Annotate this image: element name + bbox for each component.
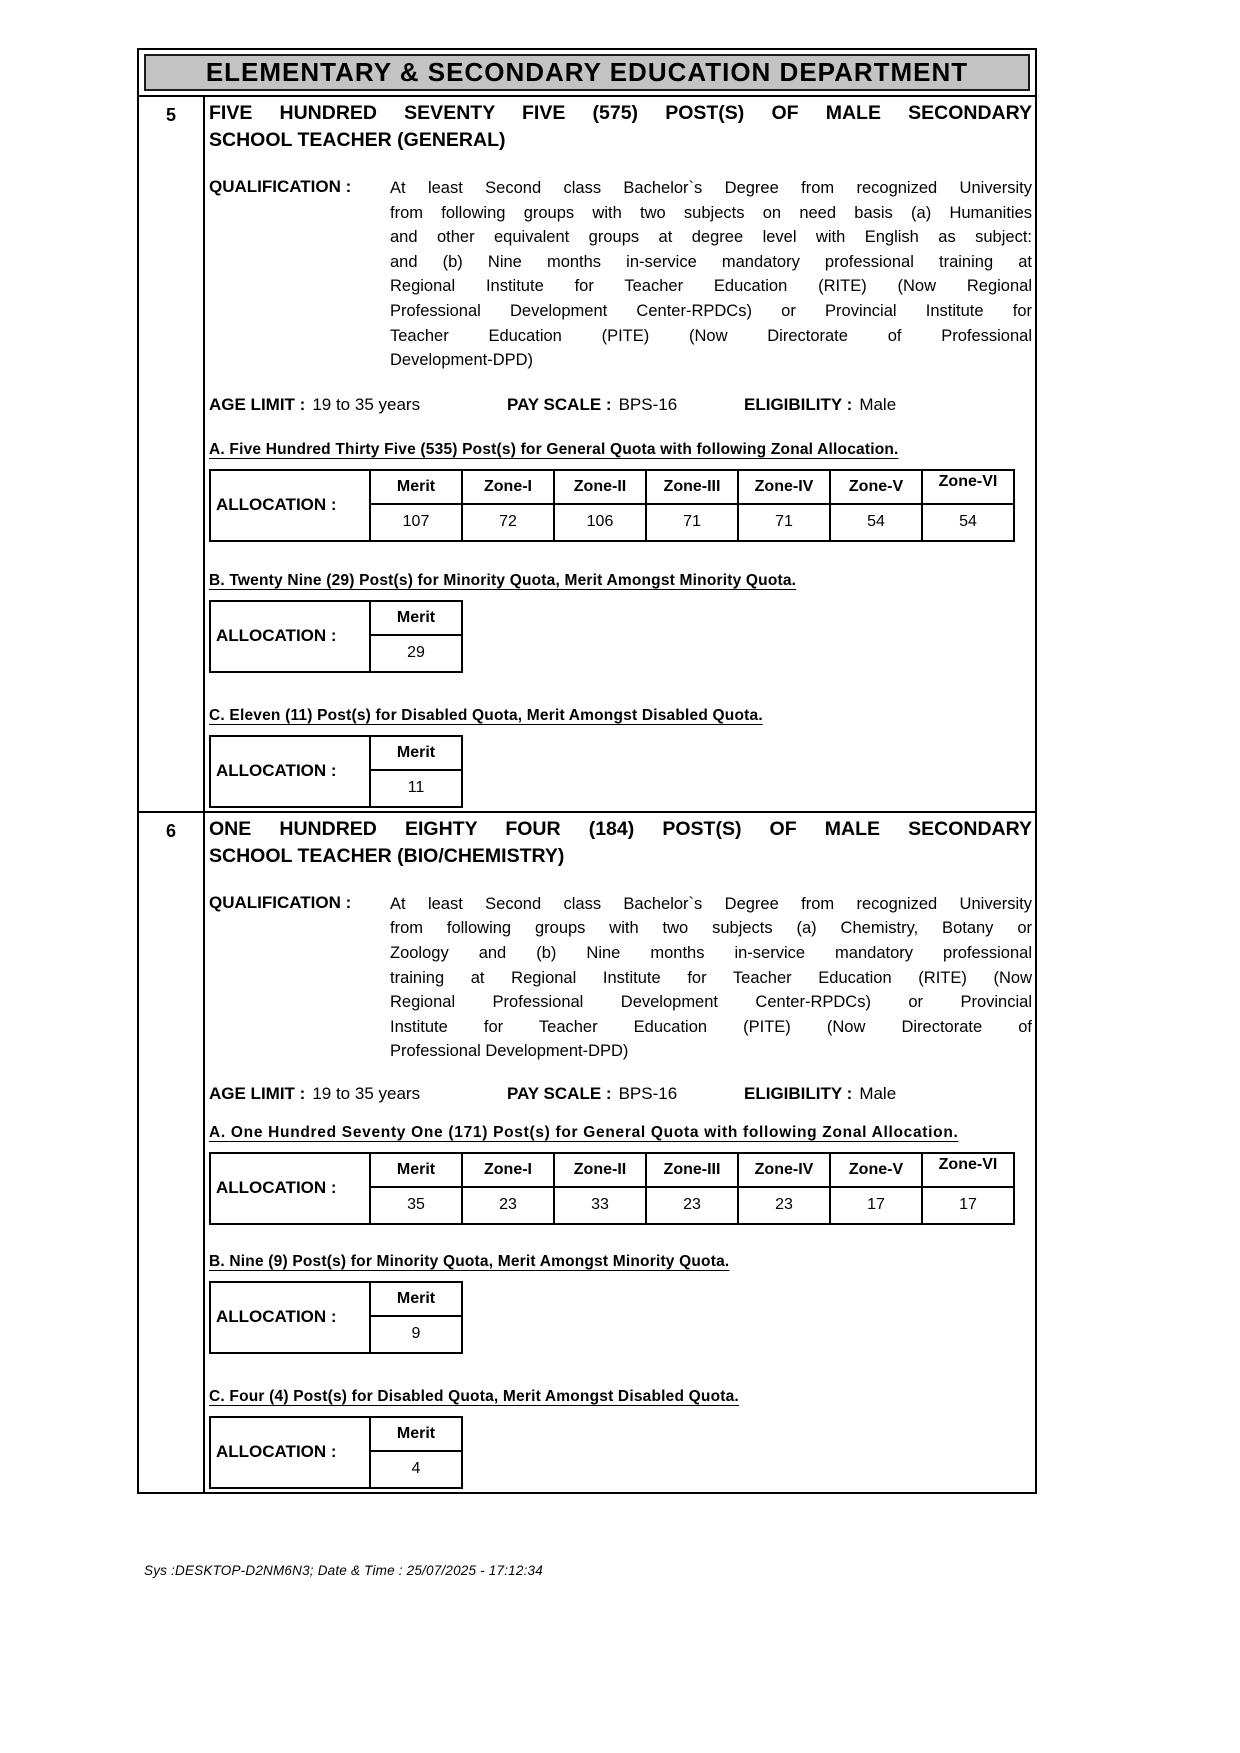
allocation-label: ALLOCATION : xyxy=(210,1153,370,1224)
column-header-merit: Merit xyxy=(370,736,462,770)
eligibility-label: ELIGIBILITY : xyxy=(744,1083,853,1103)
allocation-label: ALLOCATION : xyxy=(210,1282,370,1353)
department-title: ELEMENTARY & SECONDARY EDUCATION DEPARTMENT xyxy=(144,54,1030,91)
allocation-value-zone5: 17 xyxy=(830,1187,922,1224)
meta-line xyxy=(209,1084,1032,1104)
allocation-value-zone2: 106 xyxy=(554,504,646,541)
allocation-value-zone6: 54 xyxy=(922,504,1014,541)
eligibility-label: ELIGIBILITY : xyxy=(744,394,853,414)
column-header-merit: Merit xyxy=(370,601,462,635)
column-header-merit: Merit xyxy=(370,1417,462,1451)
qualification-row xyxy=(209,892,1032,1064)
eligibility-value: Male xyxy=(859,394,897,414)
allocation-value-merit: 9 xyxy=(370,1316,462,1353)
allocation-value-merit: 29 xyxy=(370,635,462,672)
text-line: training at Regional Institute for Teacher Education (RITE) (Now xyxy=(390,968,1032,987)
allocation-label: ALLOCATION : xyxy=(210,736,370,807)
qualification-row xyxy=(209,176,1032,373)
column-header-zone5: Zone-V xyxy=(830,470,922,504)
column-header-zone6-text: Zone-VI xyxy=(938,1155,998,1173)
text-line: FIVE HUNDRED SEVENTY FIVE (575) POST(S) OF MALE SECONDARY xyxy=(209,102,1032,124)
post-title xyxy=(209,100,1032,154)
text-line: At least Second class Bachelor`s Degree from recognized University xyxy=(390,894,1032,913)
text-line: from following groups with two subjects (a) Chemistry, Botany or xyxy=(390,919,1032,938)
meta-line xyxy=(209,395,1032,415)
table-header-row xyxy=(210,736,462,770)
qualification-text xyxy=(390,892,1032,1064)
section-number: 6 xyxy=(139,813,205,1492)
allocation-value-zone3: 23 xyxy=(646,1187,738,1224)
text-line: from following groups with two subjects on need basis (a) Humanities xyxy=(390,203,1032,222)
column-header-zone2: Zone-II xyxy=(554,470,646,504)
allocation-value-zone3: 71 xyxy=(646,504,738,541)
allocation-table-general xyxy=(209,1152,1015,1225)
allocation-value-merit: 35 xyxy=(370,1187,462,1224)
text-line: At least Second class Bachelor`s Degree from recognized University xyxy=(390,179,1032,197)
age-limit xyxy=(209,1084,507,1104)
allocation-value-merit: 107 xyxy=(370,504,462,541)
allocation-value-zone4: 71 xyxy=(738,504,830,541)
pay-scale-value: BPS-16 xyxy=(618,1083,678,1103)
allocation-label: ALLOCATION : xyxy=(210,1417,370,1488)
column-header-zone5: Zone-V xyxy=(830,1153,922,1187)
eligibility-value: Male xyxy=(859,1083,897,1103)
qualification-text xyxy=(390,176,1032,373)
column-header-zone6 xyxy=(922,470,1014,504)
text-line: ONE HUNDRED EIGHTY FOUR (184) POST(S) OF MALE SECONDARY xyxy=(209,817,1032,840)
text-line: Professional Development-DPD) xyxy=(390,1042,629,1061)
age-limit-label: AGE LIMIT : xyxy=(209,1083,306,1103)
allocation-value-zone2: 33 xyxy=(554,1187,646,1224)
quota-a-heading: A. One Hundred Seventy One (171) Post(s) for General Quota with following Zonal Allocation. xyxy=(209,1123,959,1141)
age-limit-label: AGE LIMIT : xyxy=(209,394,306,414)
column-header-merit: Merit xyxy=(370,470,462,504)
allocation-table-disabled xyxy=(209,1416,463,1489)
column-header-merit: Merit xyxy=(370,1282,462,1316)
column-header-zone3: Zone-III xyxy=(646,1153,738,1187)
pay-scale xyxy=(507,395,744,415)
text-line: Teacher Education (PITE) (Now Directorate of Professional xyxy=(390,326,1032,345)
table-header-row xyxy=(210,1153,1014,1187)
allocation-value-zone1: 72 xyxy=(462,504,554,541)
text-line: Regional Professional Development Center-RPDCs) or Provincial xyxy=(390,993,1032,1012)
column-header-zone3: Zone-III xyxy=(646,470,738,504)
text-line: Regional Institute for Teacher Education (RITE) (Now Regional xyxy=(390,277,1032,296)
column-header-zone1: Zone-I xyxy=(462,470,554,504)
table-header-row xyxy=(210,470,1014,504)
system-footer: Sys :DESKTOP-D2NM6N3; Date & Time : 25/07/2025 - 17:12:34 xyxy=(144,1563,543,1578)
text-line: Institute for Teacher Education (PITE) (Now Directorate of xyxy=(390,1017,1032,1036)
quota-a-heading: A. Five Hundred Thirty Five (535) Post(s) for General Quota with following Zonal Allocation. xyxy=(209,440,899,458)
pay-scale-label: PAY SCALE : xyxy=(507,394,612,414)
eligibility xyxy=(744,1084,896,1104)
text-line: and (b) Nine months in-service mandatory professional training at xyxy=(390,252,1032,271)
pay-scale-label: PAY SCALE : xyxy=(507,1083,612,1103)
department-header-row xyxy=(139,50,1035,97)
table-header-row xyxy=(210,601,462,635)
quota-b-heading: B. Twenty Nine (29) Post(s) for Minority Quota, Merit Amongst Minority Quota. xyxy=(209,571,797,589)
column-header-zone2: Zone-II xyxy=(554,1153,646,1187)
text-line: Development-DPD) xyxy=(390,351,534,370)
allocation-value-zone6: 17 xyxy=(922,1187,1014,1224)
column-header-zone6-text: Zone-VI xyxy=(938,472,998,490)
quota-c-heading: C. Four (4) Post(s) for Disabled Quota, Merit Amongst Disabled Quota. xyxy=(209,1387,739,1405)
pay-scale xyxy=(507,1084,744,1104)
post-title xyxy=(209,816,1032,870)
allocation-value-zone1: 23 xyxy=(462,1187,554,1224)
allocation-value-zone4: 23 xyxy=(738,1187,830,1224)
quota-c-heading: C. Eleven (11) Post(s) for Disabled Quota, Merit Amongst Disabled Quota. xyxy=(209,706,763,724)
allocation-value-merit: 11 xyxy=(370,770,462,807)
pay-scale-value: BPS-16 xyxy=(618,394,678,414)
eligibility xyxy=(744,395,896,415)
age-limit-value: 19 to 35 years xyxy=(312,1083,421,1103)
allocation-value-merit: 4 xyxy=(370,1451,462,1488)
column-header-zone6 xyxy=(922,1153,1014,1187)
section-number: 5 xyxy=(139,97,205,811)
column-header-zone4: Zone-IV xyxy=(738,1153,830,1187)
post-section-5 xyxy=(139,97,1035,811)
allocation-label: ALLOCATION : xyxy=(210,470,370,541)
text-line: Zoology and (b) Nine months in-service mandatory professional xyxy=(390,943,1032,962)
column-header-merit: Merit xyxy=(370,1153,462,1187)
text-line: SCHOOL TEACHER (BIO/CHEMISTRY) xyxy=(209,844,565,867)
table-header-row xyxy=(210,1282,462,1316)
column-header-zone1: Zone-I xyxy=(462,1153,554,1187)
allocation-table-general xyxy=(209,469,1015,542)
qualification-label: QUALIFICATION : xyxy=(209,177,352,196)
table-header-row xyxy=(210,1417,462,1451)
allocation-table-disabled xyxy=(209,735,463,808)
allocation-value-zone5: 54 xyxy=(830,504,922,541)
post-section-6 xyxy=(139,811,1035,1492)
advertisement-table xyxy=(137,48,1037,1494)
section-body xyxy=(205,97,1035,811)
text-line: and other equivalent groups at degree level with English as subject: xyxy=(390,228,1032,247)
text-line: SCHOOL TEACHER (GENERAL) xyxy=(209,129,506,151)
quota-b-heading: B. Nine (9) Post(s) for Minority Quota, Merit Amongst Minority Quota. xyxy=(209,1252,730,1270)
section-body xyxy=(205,813,1035,1492)
text-line: Professional Development Center-RPDCs) or Provincial Institute for xyxy=(390,301,1032,320)
column-header-zone4: Zone-IV xyxy=(738,470,830,504)
age-limit-value: 19 to 35 years xyxy=(312,394,421,414)
allocation-table-minority xyxy=(209,600,463,673)
age-limit xyxy=(209,395,507,415)
qualification-label: QUALIFICATION : xyxy=(209,892,352,912)
allocation-table-minority xyxy=(209,1281,463,1354)
allocation-label: ALLOCATION : xyxy=(210,601,370,672)
